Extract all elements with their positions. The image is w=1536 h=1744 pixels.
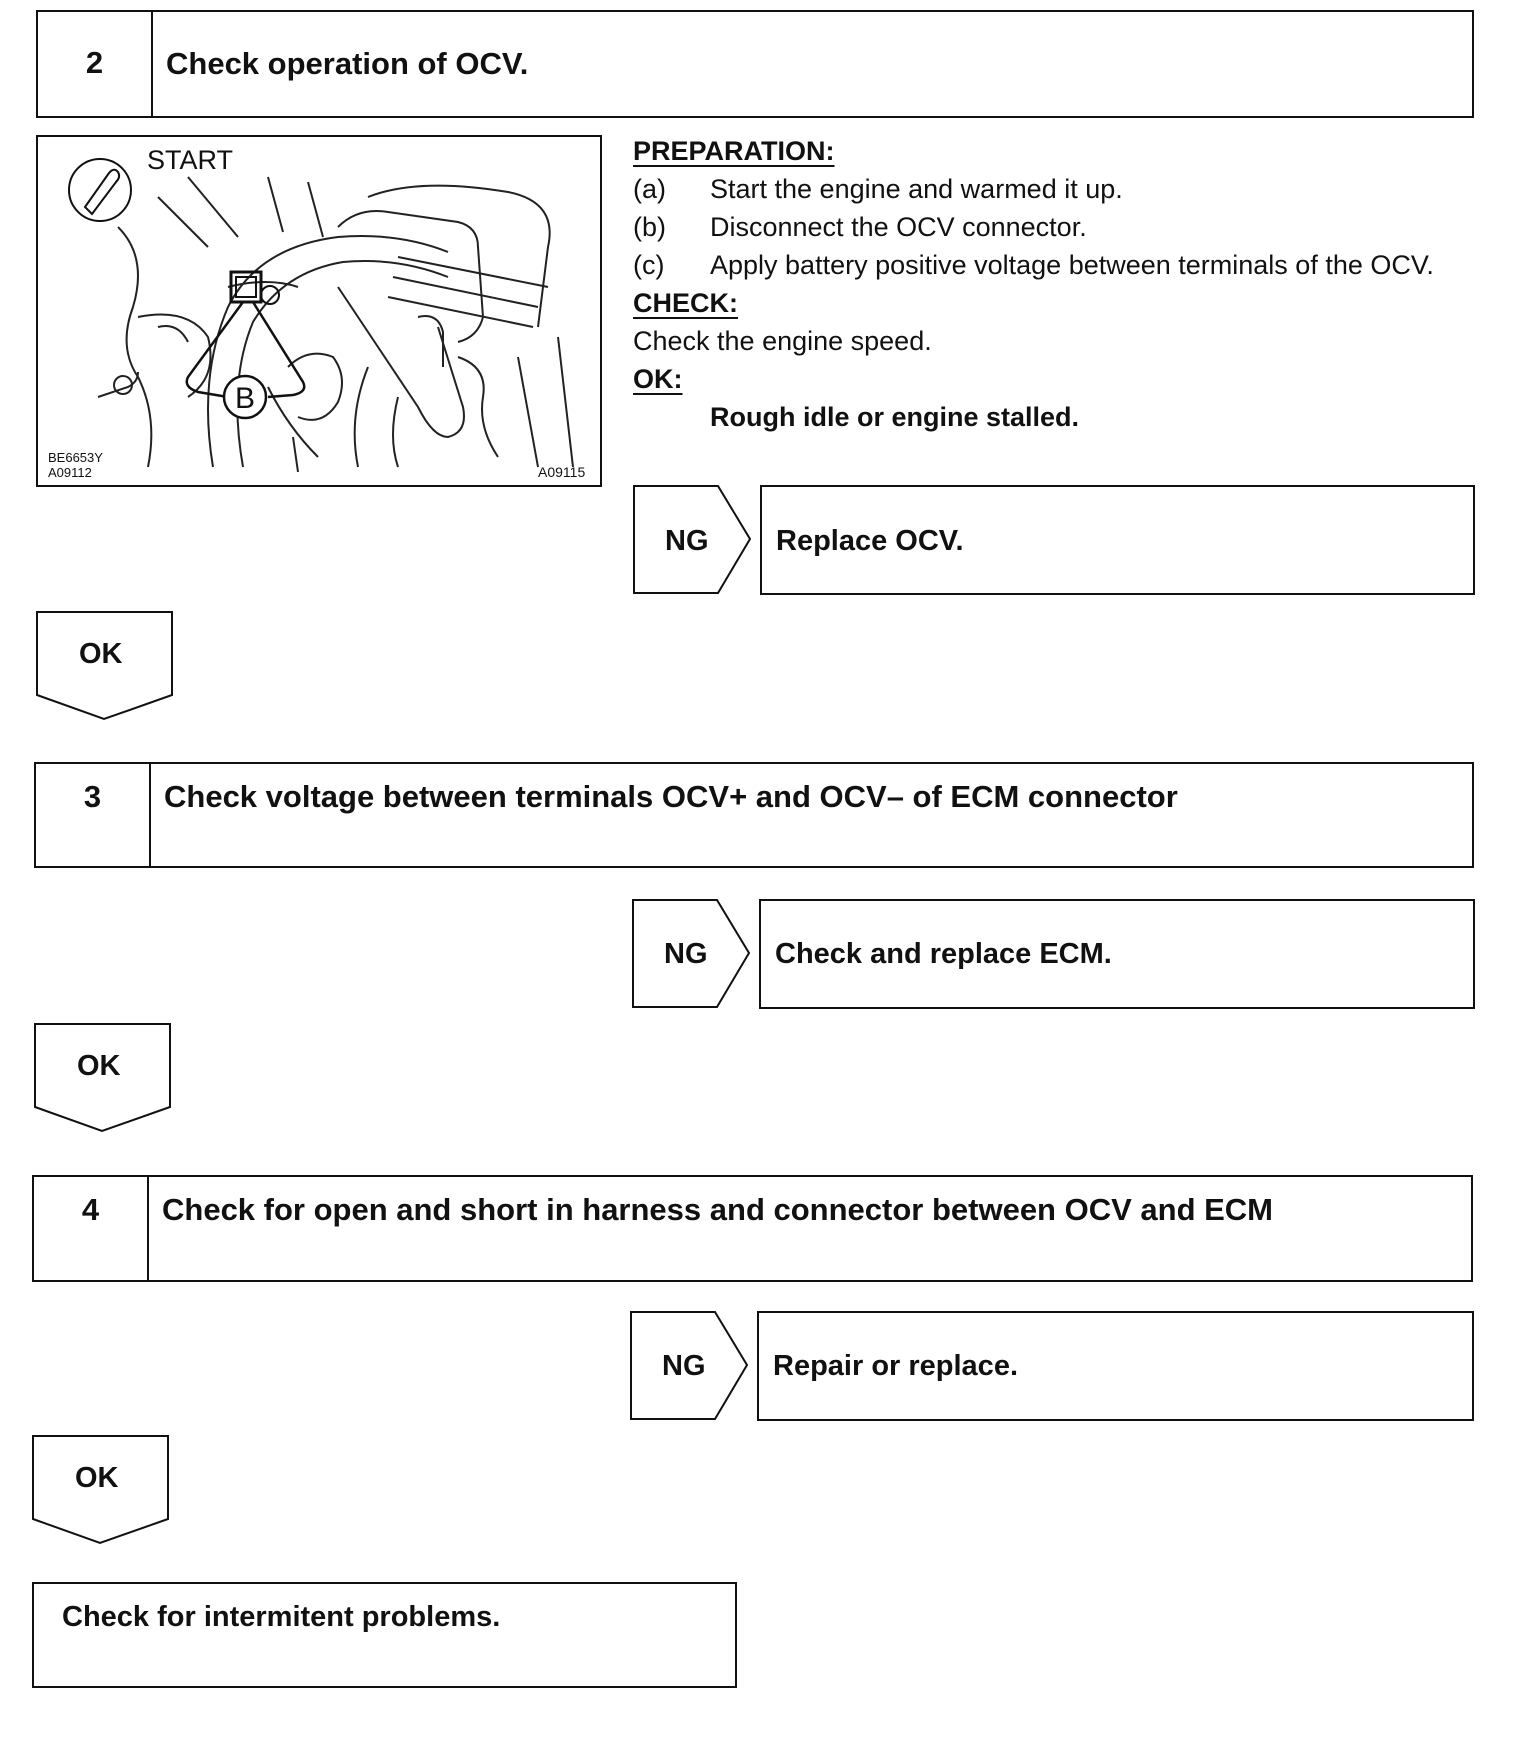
step-4-header	[32, 1175, 1473, 1282]
figure-code-2: A09112	[48, 465, 92, 480]
start-label: START	[147, 145, 234, 175]
step-number-text: 3	[83, 779, 102, 814]
step-number-text: 4	[81, 1192, 100, 1227]
check-heading: CHECK:	[633, 288, 738, 318]
procedure-block	[633, 132, 1475, 436]
ignition-key-icon	[69, 159, 131, 221]
ng-label: NG	[664, 938, 708, 970]
ok-label: OK	[79, 638, 123, 670]
step-title: Check operation of OCV.	[166, 46, 529, 81]
ng-label: NG	[662, 1350, 706, 1382]
ng-action-text: Repair or replace.	[773, 1350, 1018, 1382]
step-title: Check voltage between terminals OCV+ and OCV– of ECM connector	[164, 779, 1178, 814]
ng-label: NG	[665, 525, 709, 557]
procedure-item	[633, 246, 1475, 284]
ng-arrow	[633, 485, 761, 595]
step-number	[36, 764, 151, 866]
item-marker: (b)	[633, 212, 666, 242]
step-2-header	[36, 10, 1474, 118]
engine-line-art	[98, 177, 573, 472]
ok-label: OK	[77, 1050, 121, 1082]
item-text: Disconnect the OCV connector.	[710, 212, 1087, 242]
figure-code-3: A09115	[538, 464, 586, 480]
final-result-text: Check for intermitent problems.	[62, 1601, 501, 1633]
engine-drawing	[38, 137, 600, 485]
step-3-header	[34, 762, 1474, 868]
ok-criteria: Rough idle or engine stalled.	[710, 402, 1080, 432]
ng-action-box	[759, 899, 1475, 1009]
item-text: Start the engine and warmed it up.	[710, 174, 1123, 204]
procedure-item	[633, 208, 1475, 246]
ng-action-box	[757, 1311, 1474, 1421]
item-marker: (a)	[633, 174, 666, 204]
ok-arrow	[32, 1435, 170, 1545]
step-number-text: 2	[85, 45, 104, 80]
figure-code-1: BE6653Y	[48, 450, 103, 465]
final-result-box	[32, 1582, 737, 1688]
ok-label: OK	[75, 1462, 119, 1494]
ng-action-text: Replace OCV.	[776, 525, 964, 557]
ok-arrow	[34, 1023, 172, 1133]
ocv-location-illustration	[36, 135, 602, 487]
ng-arrow	[632, 899, 760, 1009]
ng-action-text: Check and replace ECM.	[775, 938, 1112, 970]
callout-b-label: B	[235, 382, 256, 415]
ok-arrow	[36, 611, 174, 721]
item-text: Apply battery positive voltage between terminals of the OCV.	[710, 250, 1434, 280]
step-title: Check for open and short in harness and connector between OCV and ECM	[162, 1192, 1274, 1227]
ng-action-box	[760, 485, 1475, 595]
item-marker: (c)	[633, 250, 665, 280]
step-number	[38, 12, 153, 116]
procedure-item	[633, 170, 1475, 208]
ng-arrow	[630, 1311, 758, 1421]
check-text: Check the engine speed.	[633, 326, 932, 356]
step-number	[34, 1177, 149, 1280]
preparation-heading: PREPARATION:	[633, 136, 835, 166]
ok-heading: OK:	[633, 364, 683, 394]
